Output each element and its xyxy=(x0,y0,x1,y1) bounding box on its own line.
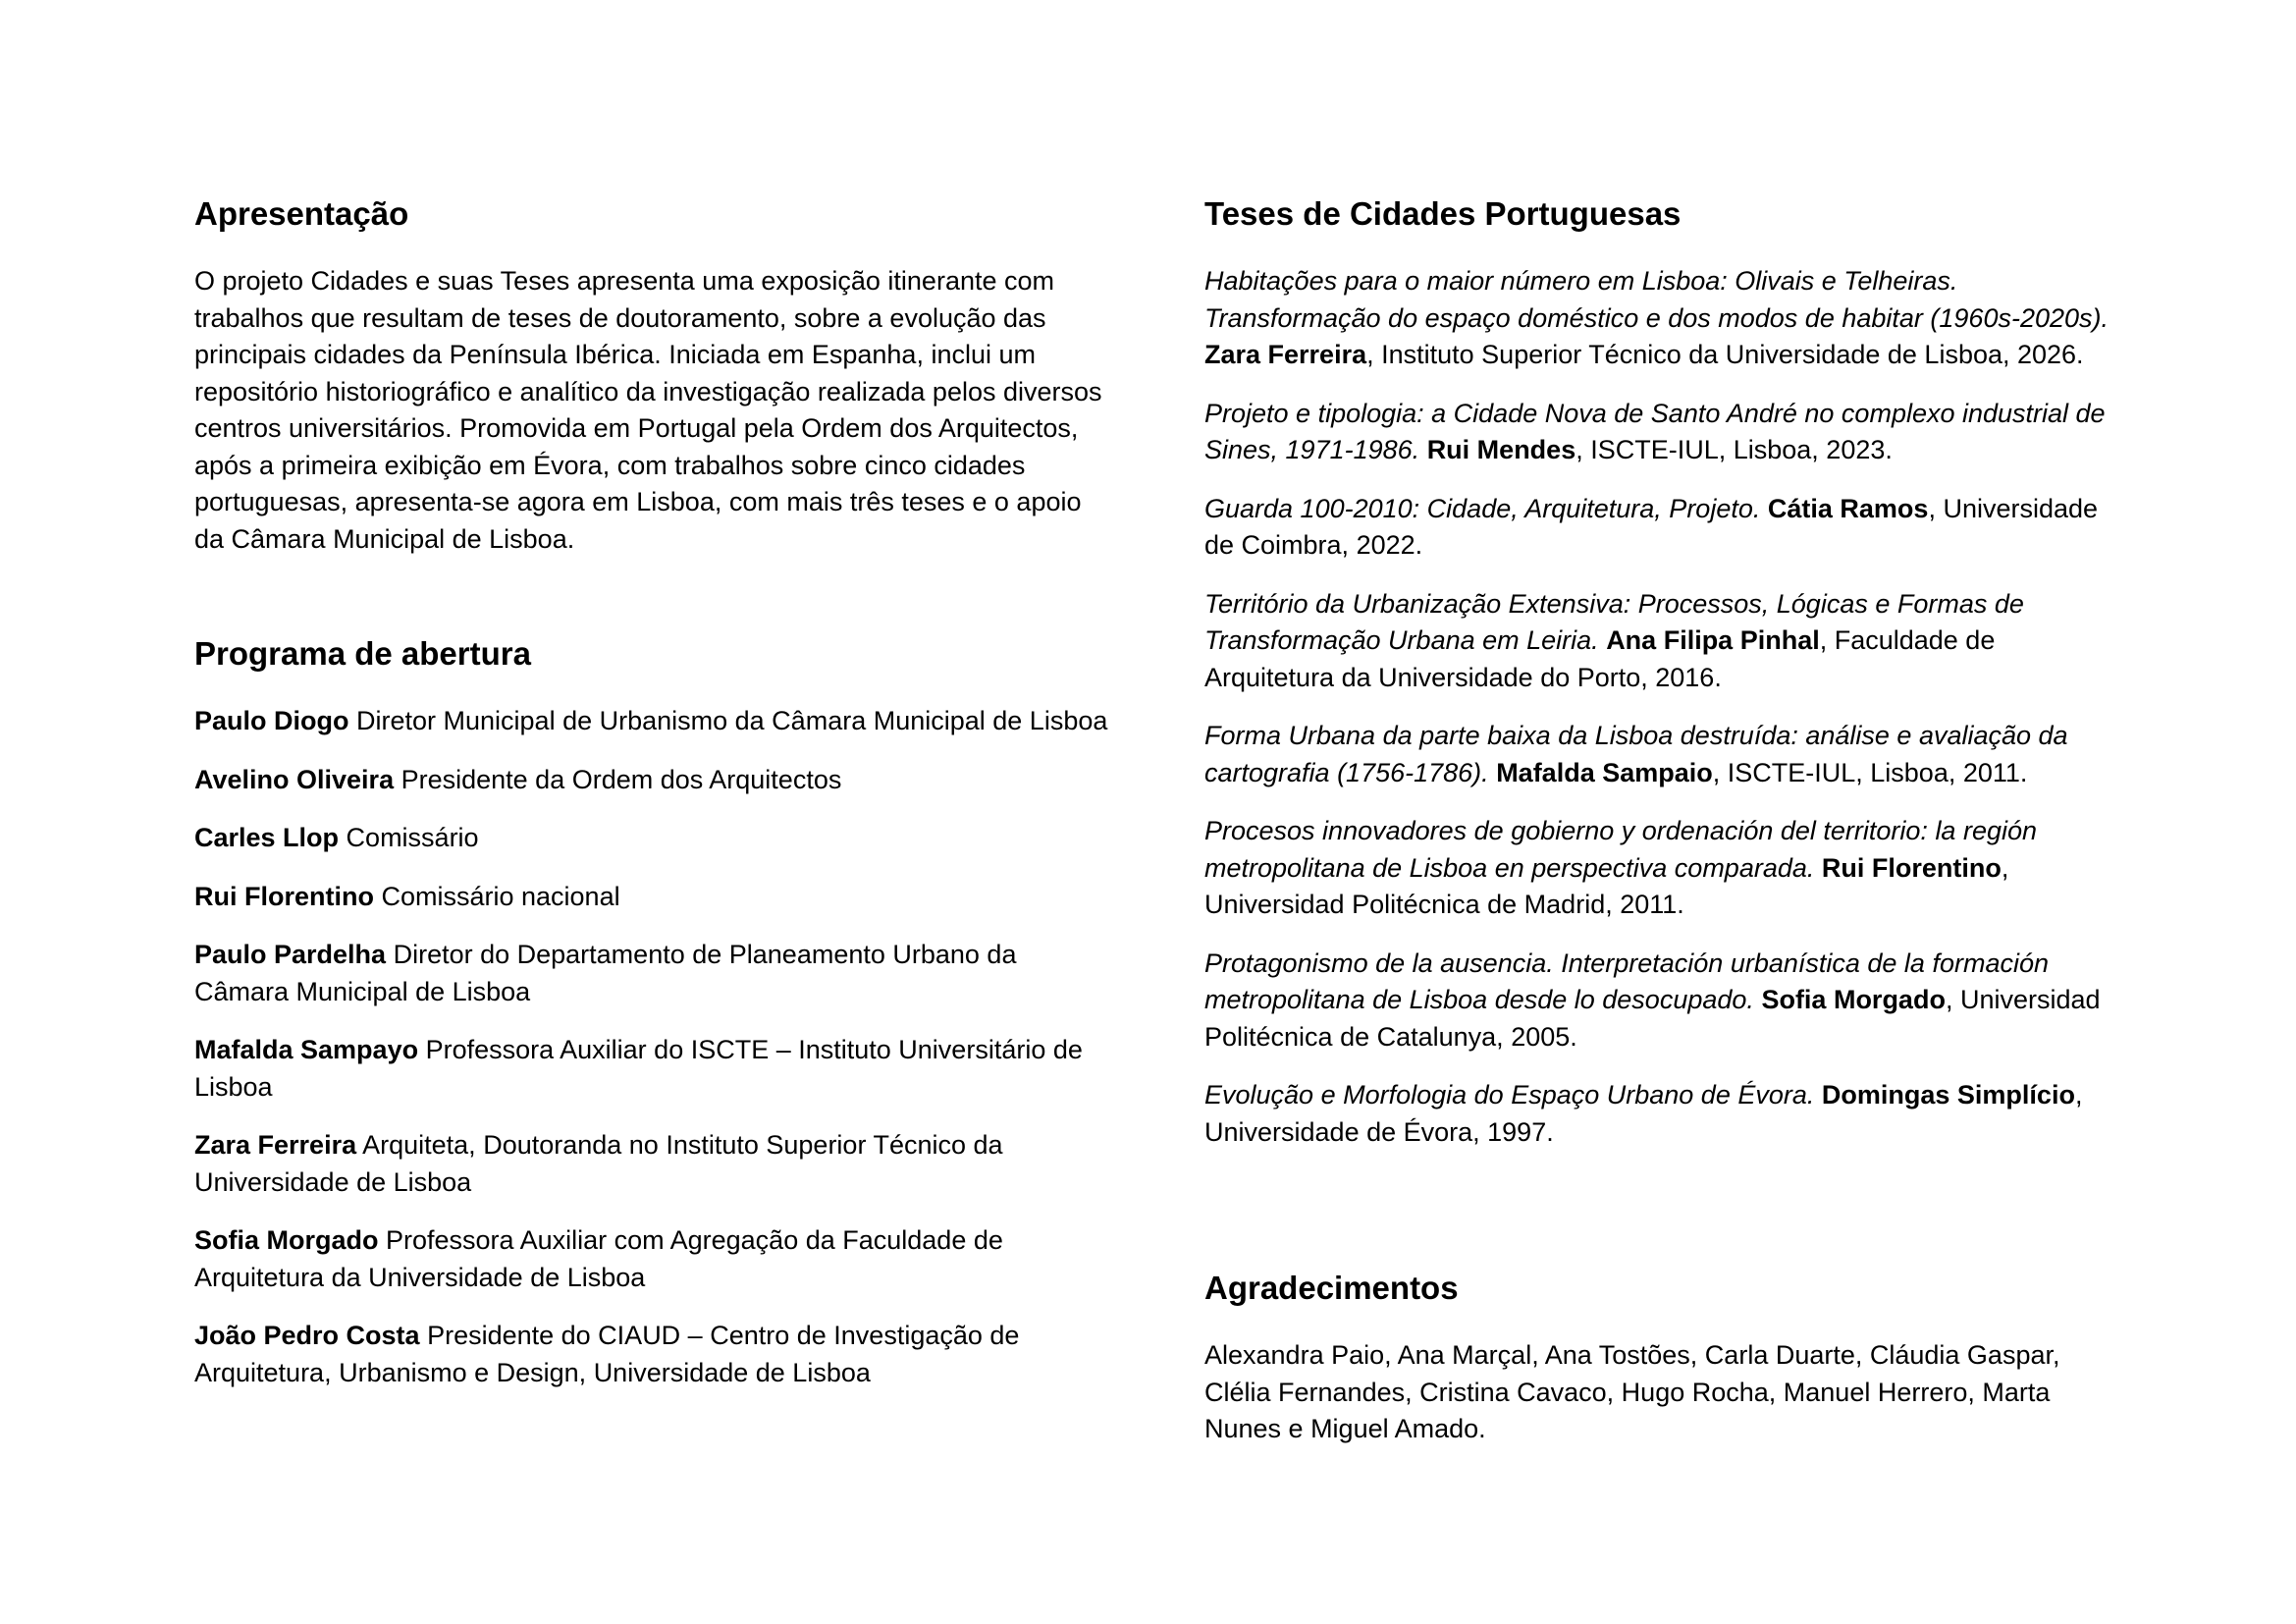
person-role: Arquiteta, Doutoranda no Instituto Superior Técnico da Universidade de Lisboa xyxy=(194,1130,1003,1197)
person-role: Comissário nacional xyxy=(373,881,620,911)
tese-item xyxy=(1204,396,2127,469)
person-role: Diretor do Departamento de Planeamento Urbano da Câmara Municipal de Lisboa xyxy=(194,940,1017,1006)
programa-item xyxy=(194,879,1117,916)
tese-title: Forma Urbana da parte baixa da Lisboa destruída: análise e avaliação da cartografia (1756-1786). xyxy=(1204,721,2068,787)
tese-item xyxy=(1204,491,2127,565)
tese-title: Evolução e Morfologia do Espaço Urbano de Évora. xyxy=(1204,1080,1815,1110)
tese-author: Domingas Simplício xyxy=(1821,1080,2075,1110)
apresentacao-text: O projeto Cidades e suas Teses apresenta uma exposição itinerante com trabalhos que resultam de teses de doutoramento, sobre a evolução das principais cidades da Península Ibérica. Iniciada em Espanha, inclui um repositório historiográfico e analítico da investigação realizada pelos diversos centros universitários. Promovida em Portugal pela Ordem dos Arquitectos, após a primeira exibição em Évora, com trabalhos sobre cinco cidades portuguesas, apresenta-se agora em Lisboa, com mais três teses e o apoio da Câmara Municipal de Lisboa. xyxy=(194,266,1102,554)
tese-author: Rui Mendes xyxy=(1426,435,1576,464)
person-name: Mafalda Sampayo xyxy=(194,1035,419,1064)
agradecimentos-text: Alexandra Paio, Ana Marçal, Ana Tostões, Carla Duarte, Cláudia Gaspar, Clélia Fernandes, Cristina Cavaco, Hugo Rocha, Manuel Herrero, Marta Nunes e Miguel Amado. xyxy=(1204,1340,2060,1443)
person-role: Presidente da Ordem dos Arquitectos xyxy=(394,764,842,794)
tese-title: Habitações para o maior número em Lisboa: Olivais e Telheiras. Transformação do espaço doméstico e dos modos de habitar (1960s-2020s). xyxy=(1204,266,2109,333)
person-role: Comissário xyxy=(339,823,479,852)
tese-title: Projeto e tipologia: a Cidade Nova de Santo André no complexo industrial de Sines, 1971-1986. xyxy=(1204,398,2106,464)
person-role: Presidente do CIAUD – Centro de Investigação de Arquitetura, Urbanismo e Design, Universidade de Lisboa xyxy=(194,1321,1020,1387)
tese-item xyxy=(1204,718,2127,791)
programa-item xyxy=(194,1318,1117,1391)
tese-author: Sofia Morgado xyxy=(1761,985,1946,1014)
person-name: Sofia Morgado xyxy=(194,1225,379,1255)
tese-details: , Universidad Politécnica de Madrid, 2011. xyxy=(1204,852,2009,919)
tese-details: , Universidad Politécnica de Catalunya, 2005. xyxy=(1204,985,2101,1052)
agradecimentos-section xyxy=(1204,1269,2127,1448)
tese-details: , ISCTE-IUL, Lisboa, 2023. xyxy=(1575,435,1893,464)
tese-author: Rui Florentino xyxy=(1821,852,2002,883)
programa-item xyxy=(194,820,1117,857)
tese-item xyxy=(1204,586,2127,697)
tese-author: Cátia Ramos xyxy=(1767,493,1929,523)
tese-details: , ISCTE-IUL, Lisboa, 2011. xyxy=(1712,757,2028,787)
programa-heading: Programa de abertura xyxy=(194,635,531,672)
person-role: Diretor Municipal de Urbanismo da Câmara Municipal de Lisboa xyxy=(348,706,1108,735)
person-name: Paulo Pardelha xyxy=(194,940,387,969)
person-name: Rui Florentino xyxy=(194,881,374,911)
tese-title: Protagonismo de la ausencia. Interpretación urbanística de la formación metropolitana de Lisboa desde lo desocupado. xyxy=(1204,947,2049,1014)
programa-item xyxy=(194,1032,1117,1106)
person-name: João Pedro Costa xyxy=(194,1321,420,1350)
teses-heading: Teses de Cidades Portuguesas xyxy=(1204,195,1682,232)
tese-author: Mafalda Sampaio xyxy=(1496,757,1713,787)
tese-title: Procesos innovadores de gobierno y ordenación del territorio: la región metropolitana de Lisboa en perspectiva comparada. xyxy=(1204,816,2038,883)
programa-item xyxy=(194,762,1117,799)
apresentacao-heading: Apresentação xyxy=(194,195,409,232)
person-name: Carles Llop xyxy=(194,823,340,852)
tese-details: , Universidade de Évora, 1997. xyxy=(1204,1080,2083,1147)
tese-author: Zara Ferreira xyxy=(1204,340,1367,369)
tese-title: Território da Urbanização Extensiva: Processos, Lógicas e Formas de Transformação Urbana em Leiria. xyxy=(1204,588,2024,655)
tese-item xyxy=(1204,263,2127,374)
tese-item xyxy=(1204,946,2127,1056)
programa-item xyxy=(194,703,1117,740)
tese-details: , Instituto Superior Técnico da Universidade de Lisboa, 2026. xyxy=(1366,340,2084,369)
apresentacao-section xyxy=(194,194,1117,558)
programa-section xyxy=(194,634,1117,1413)
tese-item xyxy=(1204,813,2127,924)
person-name: Avelino Oliveira xyxy=(194,764,395,794)
person-name: Paulo Diogo xyxy=(194,706,349,735)
teses-list xyxy=(1204,263,2127,1151)
programa-item xyxy=(194,1222,1117,1296)
tese-title: Guarda 100-2010: Cidade, Arquitetura, Projeto. xyxy=(1204,493,1761,523)
tese-details: , Faculdade de Arquitetura da Universidade do Porto, 2016. xyxy=(1204,625,1996,692)
tese-details: , Universidade de Coimbra, 2022. xyxy=(1204,493,2099,560)
programa-item xyxy=(194,1127,1117,1201)
tese-author: Ana Filipa Pinhal xyxy=(1606,625,1820,655)
programa-item xyxy=(194,937,1117,1010)
teses-section xyxy=(1204,194,2127,1172)
person-role: Professora Auxiliar com Agregação da Faculdade de Arquitetura da Universidade de Lisboa xyxy=(194,1225,1003,1292)
person-name: Zara Ferreira xyxy=(194,1130,357,1160)
person-role: Professora Auxiliar do ISCTE – Instituto Universitário de Lisboa xyxy=(194,1035,1083,1102)
tese-item xyxy=(1204,1077,2127,1151)
agradecimentos-heading: Agradecimentos xyxy=(1204,1270,1459,1306)
programa-list xyxy=(194,703,1117,1391)
